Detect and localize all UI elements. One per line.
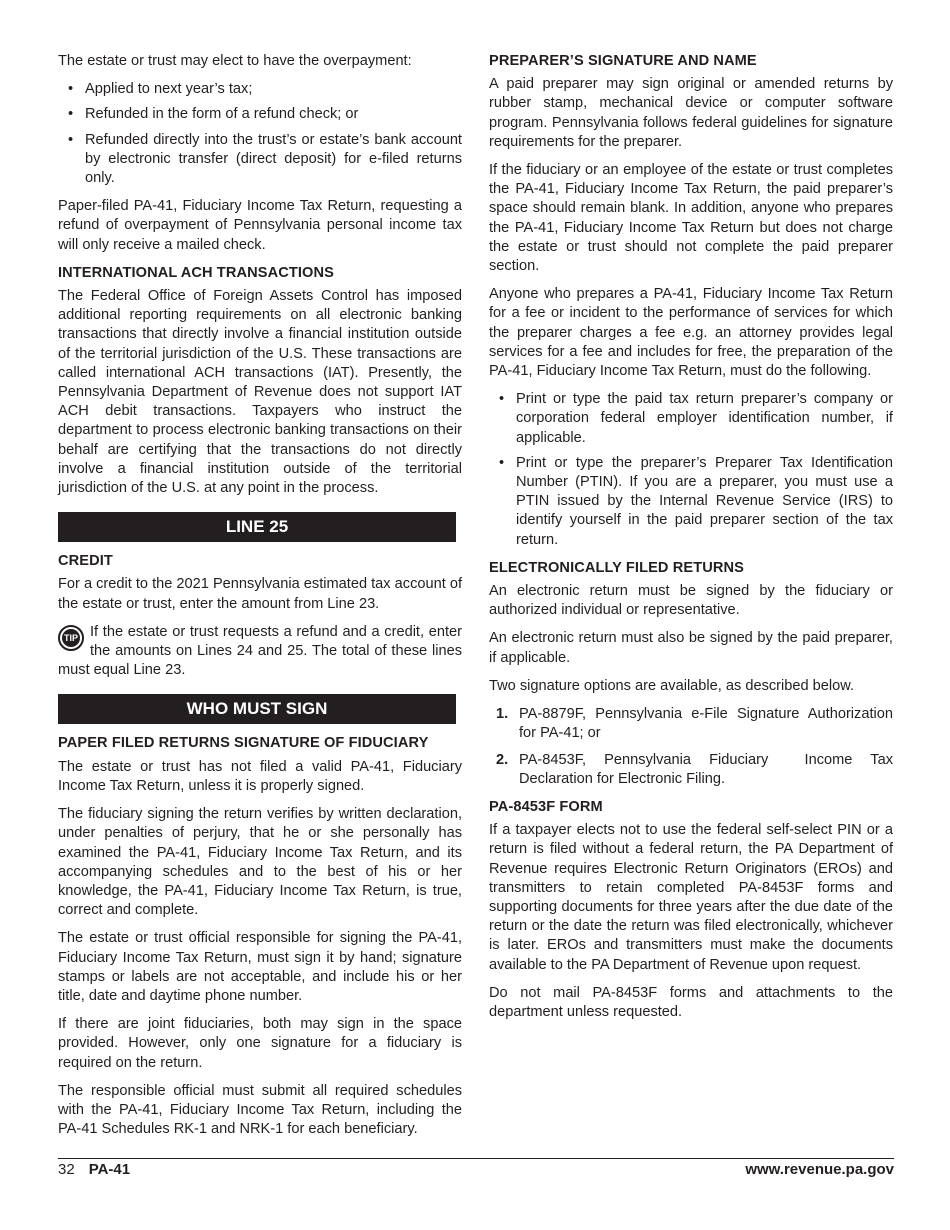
intl-ach-text: The Federal Office of Foreign Assets Control has imposed additional reporting requirements on all electronic banking transactions that directly involve a financial institution outside of the territorial jurisdiction of the U.S. These transactions are called international ACH transactions (IAT). Presently, the Pennsylvania Department of Revenue does not support IAT ACH debit transactions. Taxpayers who instruct the department to process electronic banking transactions on their behalf are certifying that the transactions do not directly involve a financial institution outside of the territorial jurisdiction of the U.S. at any point in the process. [58,288,462,497]
intl-ach-heading: INTERNATIONAL ACH TRANSACTIONS [58,264,334,281]
tip-icon: TIP [58,625,84,651]
list-item: • Print or type the preparer’s Preparer Tax Identification Number (PTIN). If you are a preparer, you must use a PTIN issued by the Internal Revenue Service (IRS) to identify yourself in the paid preparer section of the tax return. [489,454,893,550]
tip-text: If the estate or trust requests a refund and a credit, enter the amounts on Lines 24 and 25. The total of these lines must equal Line 23. [58,623,462,679]
overpayment-intro: The estate or trust may elect to have the overpayment: [58,53,412,69]
overpayment-options-list [58,80,462,188]
paper-signature-p4: If there are joint fiduciaries, both may sign in the space provided. However, only one signature for a fiduciary is required on the return. [58,1016,462,1071]
preparer-requirements-list [489,390,893,550]
footer-left [58,1161,130,1179]
list-item: • Refunded directly into the trust’s or estate’s bank account by electronic transfer (direct deposit) for e-filed returns only. [58,131,462,189]
efiled-p2: An electronic return must also be signed by the paid preparer, if applicable. [489,630,893,666]
paper-signature-p3: The estate or trust official responsible for signing the PA-41, Fiduciary Income Tax Return, must sign it by hand; signature stamps or labels are not acceptable, and include his or her title, date and daytime phone number. [58,930,462,1004]
line25-banner: LINE 25 [58,512,456,542]
page-number: 32 [58,1161,75,1178]
preparer-p3: Anyone who prepares a PA-41, Fiduciary Income Tax Return for a fee or incident to the performance of services for which the preparer charges a fee e.g. an attorney provides legal services for a fee and includes for free, the preparation of the PA-41, Fiduciary Income Tax Return, must do the following. [489,286,893,380]
paper-signature-p2: The fiduciary signing the return verifies by written declaration, under penalties of perjury, that he or she personally has examined the PA-41, Fiduciary Income Tax Return, and its accompanying schedules and to the best of his or her knowledge, the PA-41, Fiduciary Income Tax Return, is true, correct and complete. [58,806,462,919]
form-code: PA-41 [88,1161,131,1178]
list-item: • Applied to next year’s tax; [58,80,462,99]
credit-text: For a credit to the 2021 Pennsylvania estimated tax account of the estate or trust, enter the amount from Line 23. [58,576,462,612]
paper-signature-heading: PAPER FILED RETURNS SIGNATURE OF FIDUCIARY [58,735,429,752]
tip-box [58,623,462,681]
preparer-heading: PREPARER’S SIGNATURE AND NAME [489,53,757,69]
form-p2: Do not mail PA-8453F forms and attachments to the department unless requested. [489,984,893,1020]
paper-signature-p1: The estate or trust has not filed a valid PA-41, Fiduciary Income Tax Return, unless it is properly signed. [58,758,462,794]
preparer-p2: If the fiduciary or an employee of the estate or trust completes the PA-41, Fiduciary Income Tax Return, the paid preparer’s space should remain blank. In addition, anyone who prepares the PA-41, Fiduciary Income Tax Return but does not charge the estate or trust should not complete the paid preparer section. [489,162,893,275]
list-item: 1. PA-8879F, Pennsylvania e-File Signature Authorization for PA-41; or [496,706,893,742]
efiled-p1: An electronic return must be signed by the fiduciary or authorized individual or representative. [489,583,893,619]
list-item: • Print or type the paid tax return preparer’s company or corporation federal employer identification number, if applicable. [489,390,893,448]
paper-filed-note: Paper-filed PA-41, Fiduciary Income Tax Return, requesting a refund of overpayment of Pennsylvania personal income tax will only receive a mailed check. [58,198,462,253]
form-p1: If a taxpayer elects not to use the federal self-select PIN or a return is filed without a federal return, the PA Department of Revenue requires Electronic Return Originators (EROs) and transmitters to retain completed PA-8453F forms and supporting documents for three years after the due date of the return or the date the return was filed electronically, whichever is later. EROs and transmitters must make the documents available to the PA Department of Revenue upon request. [489,822,893,973]
footer-divider [58,1158,894,1159]
who-must-sign-banner: WHO MUST SIGN [58,694,456,724]
efiled-heading: ELECTRONICALLY FILED RETURNS [489,559,744,576]
efiled-p3: Two signature options are available, as described below. [489,677,855,694]
list-item: 2. PA-8453F, Pennsylvania Fiduciary Income Tax Declaration for Electronic Filing. [496,751,898,787]
website-link[interactable]: www.revenue.pa.gov [745,1161,894,1178]
right-column [489,52,898,1031]
form-heading: PA-8453F FORM [489,798,603,815]
left-column [58,52,462,1148]
signature-options-list [489,705,898,789]
list-item: • Refunded in the form of a refund check; or [58,105,462,124]
paper-signature-p5: The responsible official must submit all required schedules with the PA-41, Fiduciary Income Tax Return, including the PA-41 Schedules RK-1 and NRK-1 for each beneficiary. [58,1082,462,1138]
preparer-p1: A paid preparer may sign original or amended returns by rubber stamp, mechanical device or computer software program. Pennsylvania follows federal guidelines for signature requirements for the preparer. [489,76,893,150]
credit-heading: CREDIT [58,553,113,570]
